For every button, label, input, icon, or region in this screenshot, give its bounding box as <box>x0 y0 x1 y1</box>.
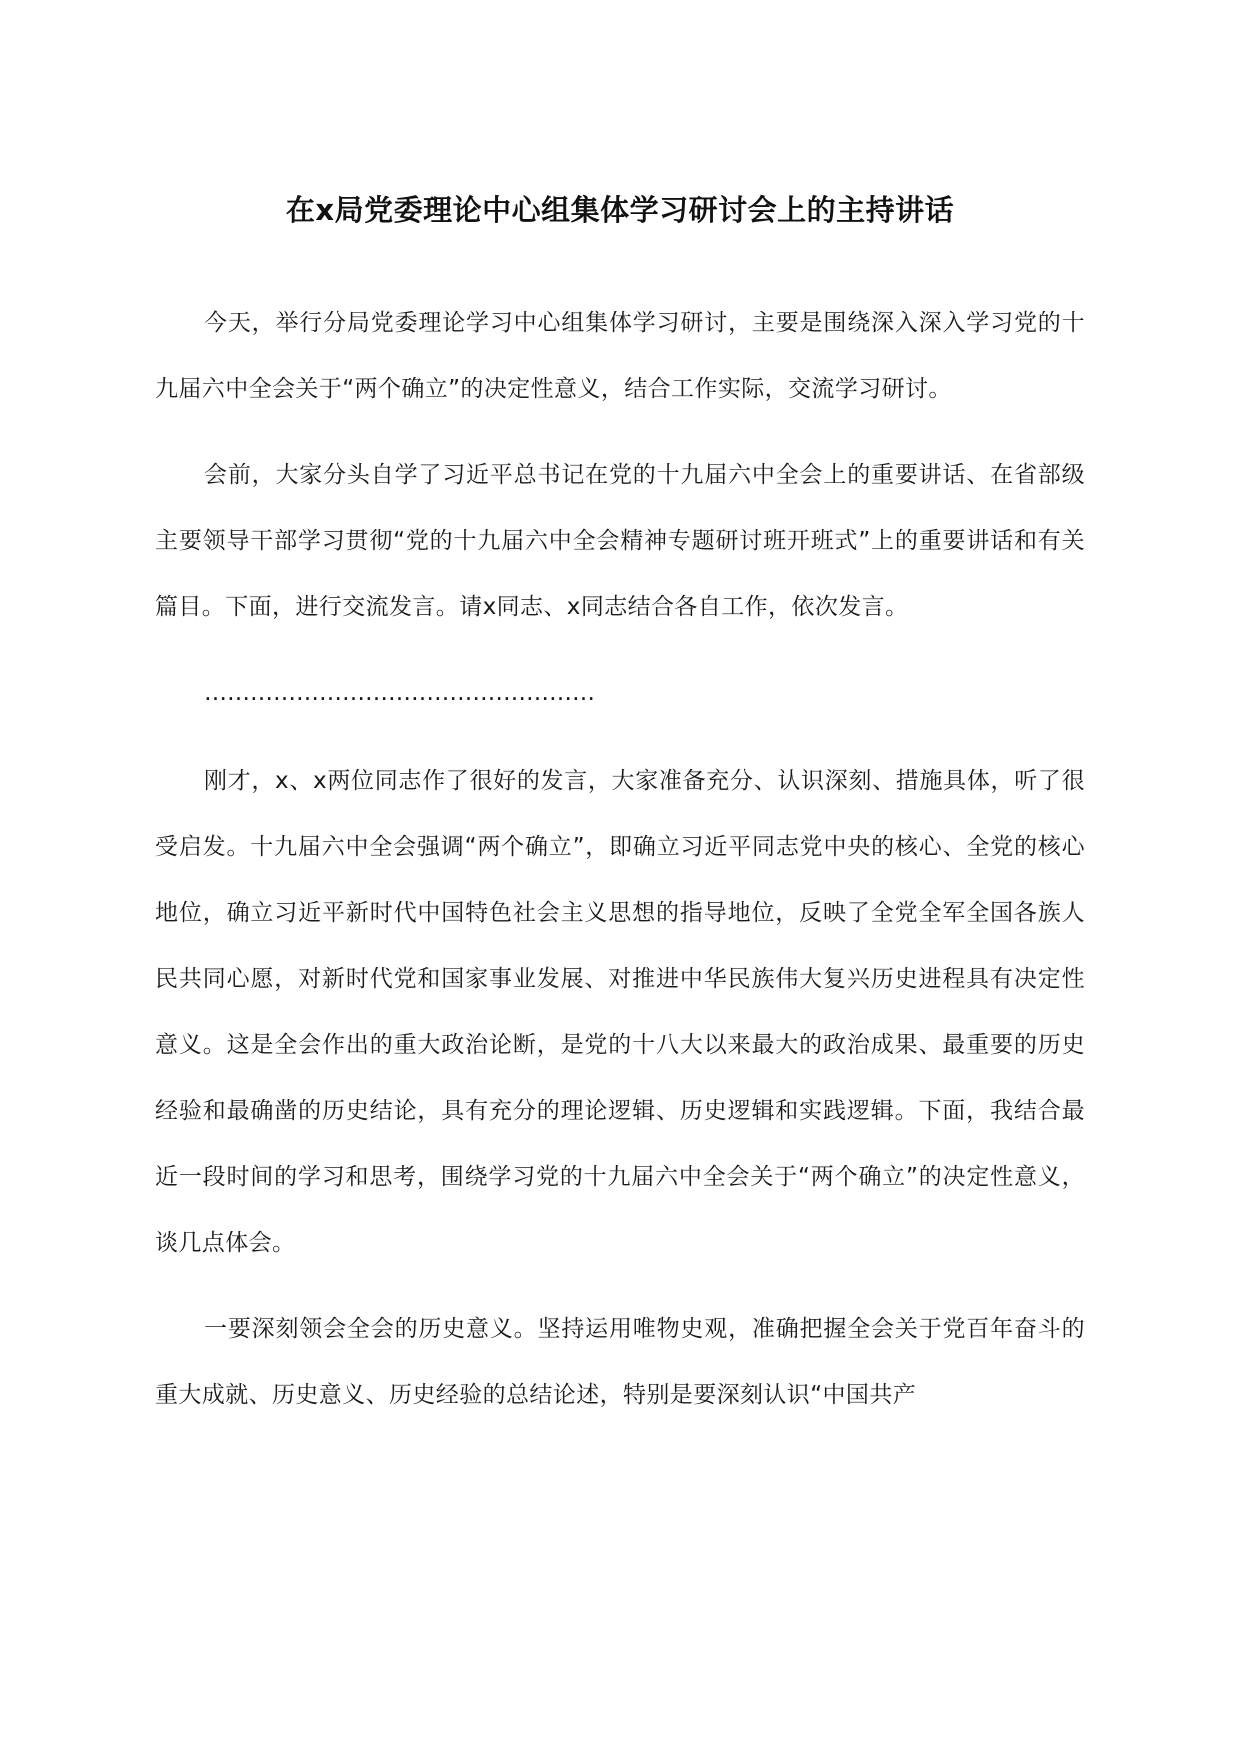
paragraph-preparation: 会前，大家分头自学了习近平总书记在党的十九届六中全会上的重要讲话、在省部级主要领导干部学习贯彻“党的十九届六中全会精神专题研讨班开班式”上的重要讲话和有关篇目。下面，进行交流发言。请x同志、x同志结合各自工作，依次发言。 <box>155 462 1085 620</box>
paragraph-intro: 今天，举行分局党委理论学习中心组集体学习研讨，主要是围绕深入深入学习党的十九届六中全会关于“两个确立”的决定性意义，结合工作实际，交流学习研讨。 <box>155 310 1085 402</box>
ellipsis-separator: …………………………………………… <box>204 680 595 706</box>
paragraph-summary: 刚才，x、x两位同志作了很好的发言，大家准备充分、认识深刻、措施具体，听了很受启发。十九届六中全会强调“两个确立”，即确立习近平同志党中央的核心、全党的核心地位，确立习近平新时代中国特色社会主义思想的指导地位，反映了全党全军全国各族人民共同心愿，对新时代党和国家事业发展、对推进中华民族伟大复兴历史进程具有决定性意义。这是全会作出的重大政治论断，是党的十八大以来最大的政治成果、最重要的历史经验和最确凿的历史结论，具有充分的理论逻辑、历史逻辑和实践逻辑。下面，我结合最近一段时间的学习和思考，围绕学习党的十九届六中全会关于“两个确立”的决定性意义，谈几点体会。 <box>155 768 1085 1256</box>
document-title: 在x局党委理论中心组集体学习研讨会上的主持讲话 <box>285 193 955 227</box>
paragraph-point-one: 一要深刻领会全会的历史意义。坚持运用唯物史观，准确把握全会关于党百年奋斗的重大成就、历史意义、历史经验的总结论述，特别是要深刻认识“中国共产 <box>155 1316 1085 1408</box>
document-body <box>155 290 1085 1448</box>
